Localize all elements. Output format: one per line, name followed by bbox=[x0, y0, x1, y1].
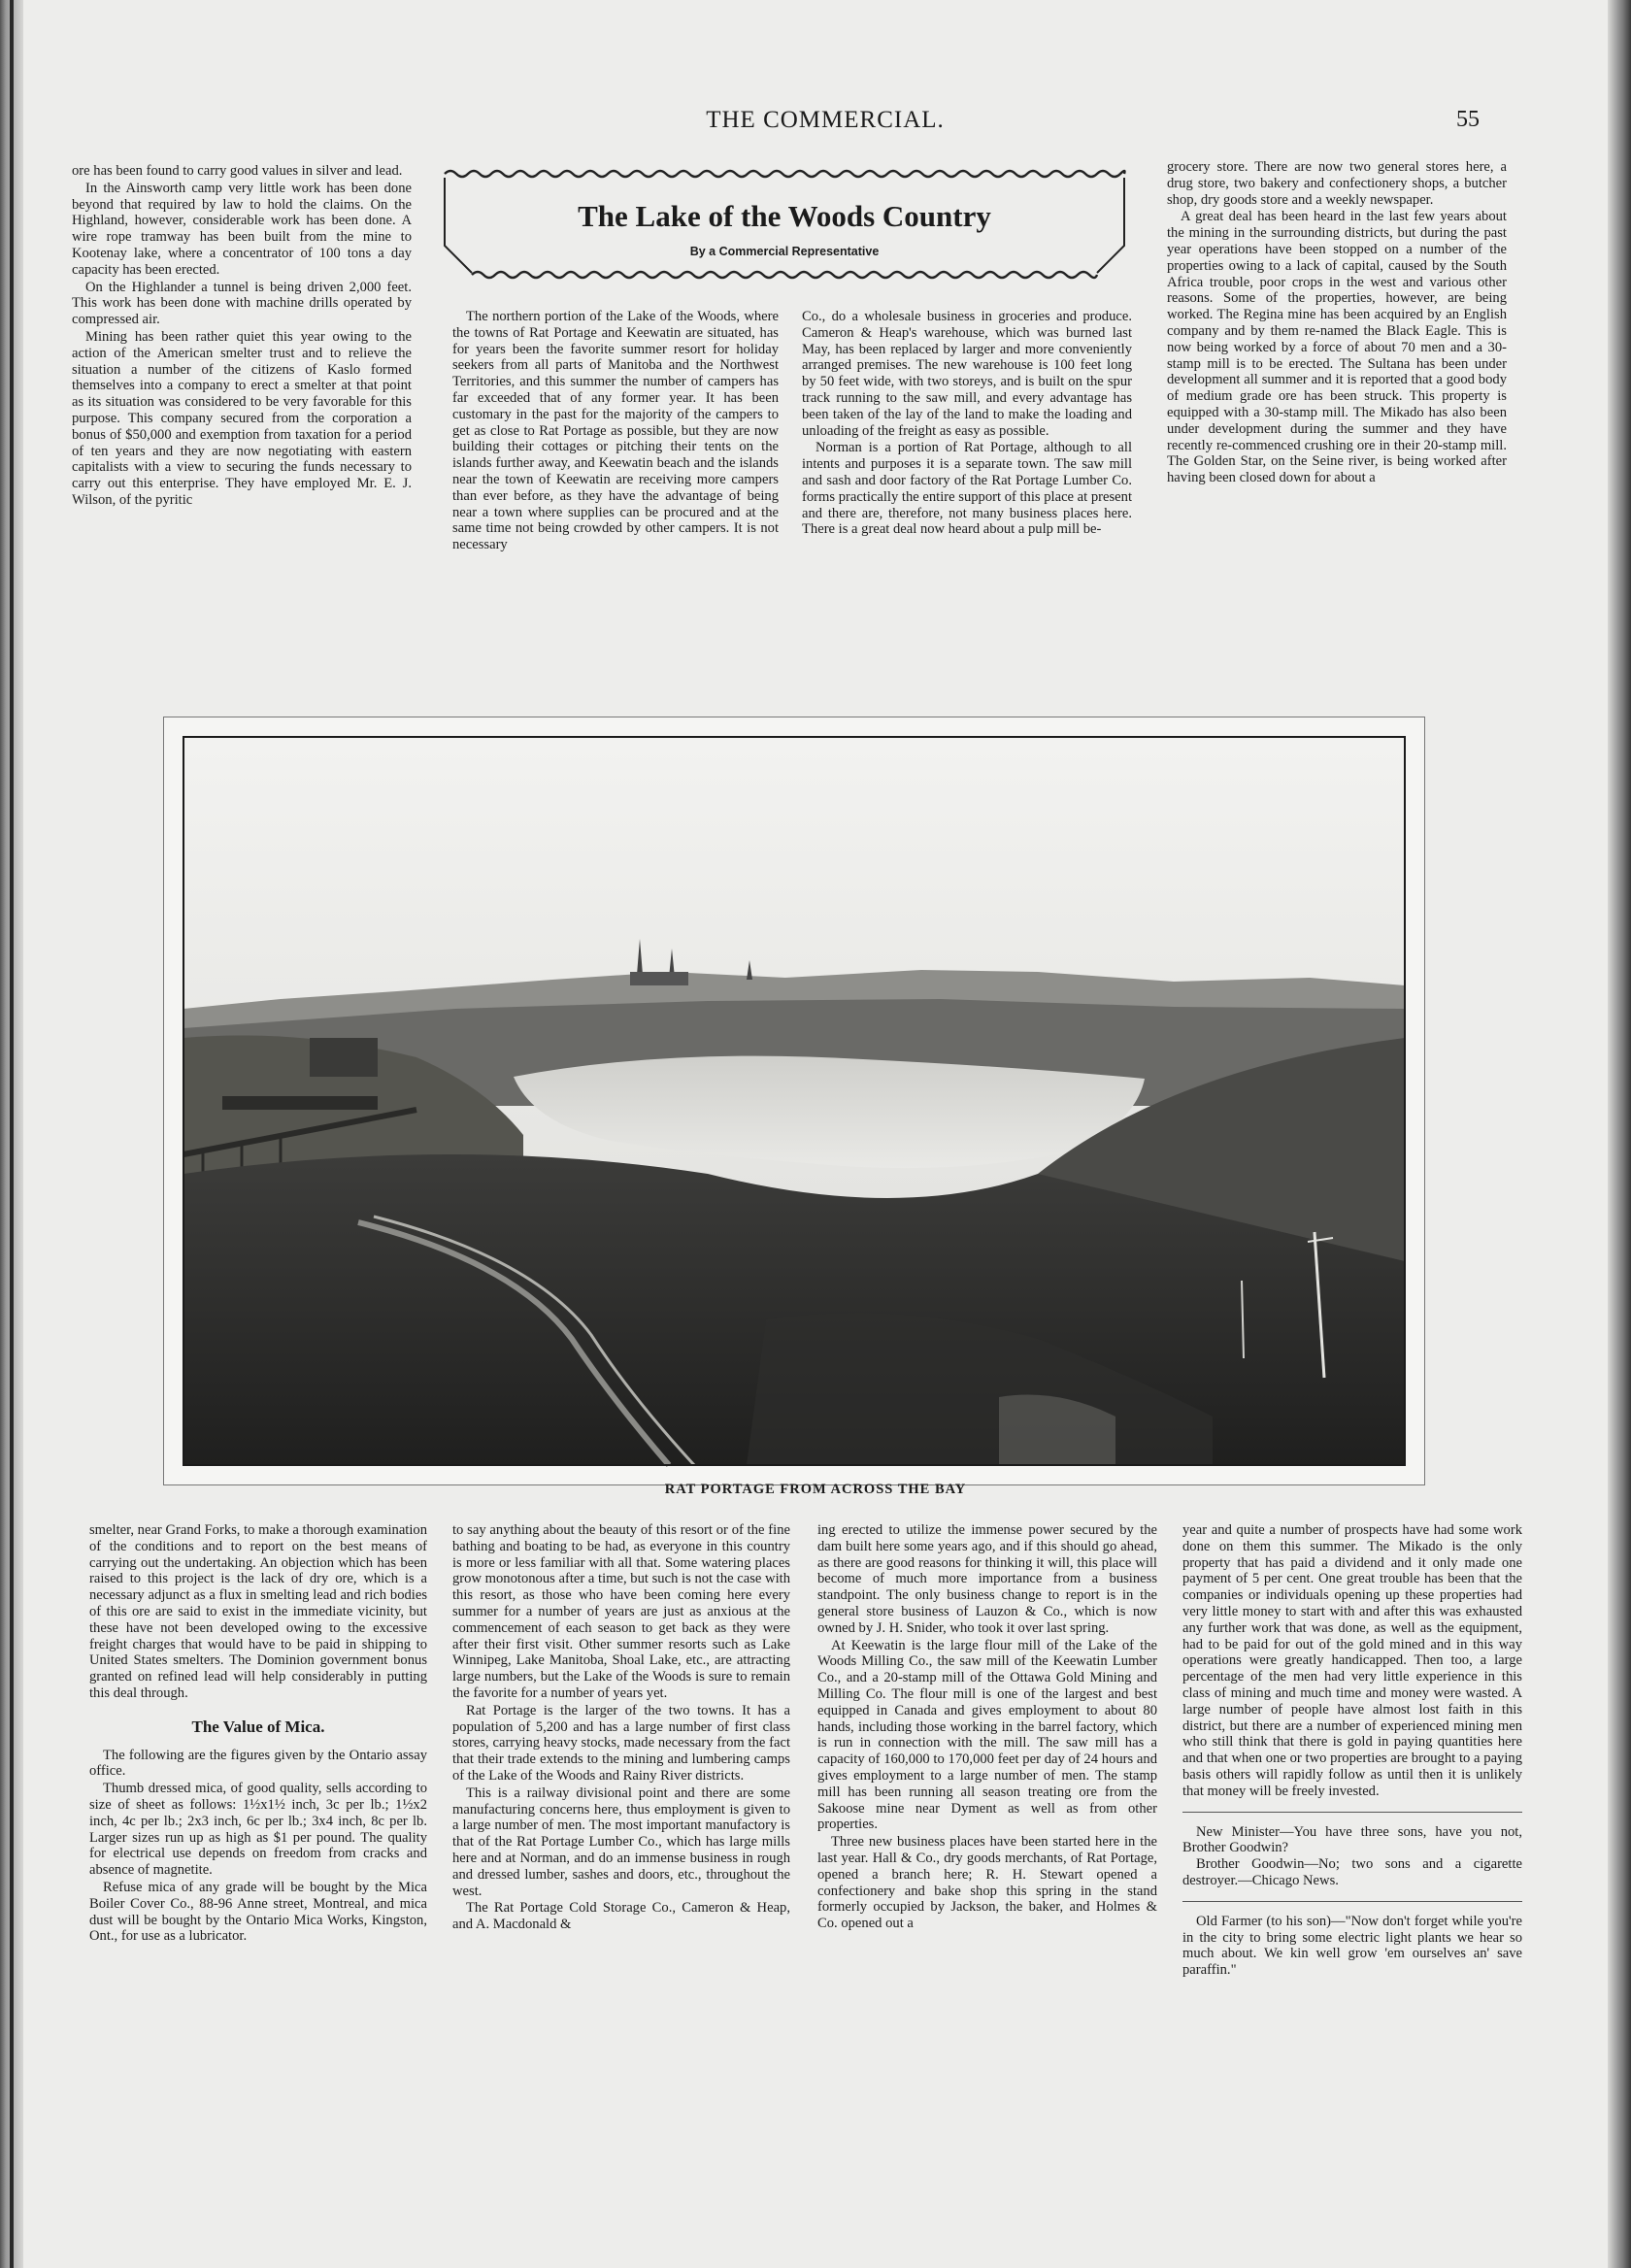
column-top-4 bbox=[1167, 159, 1507, 487]
photo-caption: RAT PORTAGE FROM ACROSS THE BAY bbox=[664, 1482, 967, 1497]
paragraph: smelter, near Grand Forks, to make a thorough examination of the conditions and to report on the best means of carrying out the undertaking. An objection which has been raised to this project is the lack of dry ore, which is a necessary adjunct as a flux in smelting lead and rich bodies of this ore are said to exist in the immediate vicinity, but these have not been developed owing to the excessive freight charges that would have to be paid in shipping to United States smelters. The Dominion government bonus granted on refined lead will help considerably in putting this deal through. bbox=[89, 1522, 427, 1701]
paragraph: Three new business places have been started here in the last year. Hall & Co., dry goods merchants, of Rat Portage, opened a branch here; R. H. Stewart opened a confectionery and bake shop this spring in the stand formerly occupied by Jackson, the baker, and Holmes & Co. opened out a bbox=[817, 1834, 1157, 1932]
column-top-1 bbox=[72, 163, 412, 510]
landscape-photo bbox=[164, 717, 1424, 1484]
paragraph: Refuse mica of any grade will be bought by the Mica Boiler Cover Co., 88-96 Anne street, Montreal, and mica dust will be bought by the Ontario Mica Works, Kingston, Ont., for use as a lubricator. bbox=[89, 1879, 427, 1945]
column-top-3 bbox=[802, 309, 1132, 539]
filler-anecdote-1 bbox=[1182, 1824, 1522, 1889]
paragraph: New Minister—You have three sons, have you not, Brother Goodwin? bbox=[1182, 1823, 1522, 1856]
paragraph: The Rat Portage Cold Storage Co., Cameron & Heap, and A. Macdonald & bbox=[452, 1900, 790, 1933]
divider bbox=[1182, 1901, 1522, 1902]
paragraph: In the Ainsworth camp very little work has been done beyond that required by law to hold the claims. On the Highland, however, considerable work has been done. A wire rope tramway has been built from the mine to Kootenay lake, where a concentrator of 100 tons a day capacity has been erected. bbox=[72, 180, 412, 278]
paragraph: to say anything about the beauty of this resort or of the fine bathing and boating to be had, as everyone in this country is more or less familiar with all that. Some watering places grow monotonous after a time, but such is not the case with this resort, as those who have been coming here every summer for a number of years are just as anxious at the commencement of each season to get back as they were after their first visit. Other summer resorts such as Lake Winnipeg, Lake Manitoba, Shoal Lake, etc., are attracting large numbers, but the Lake of the Woods is sure to remain the favorite for a number of years yet. bbox=[452, 1522, 790, 1701]
binding-edge-right bbox=[1608, 0, 1631, 2268]
paragraph: A great deal has been heard in the last few years about the mining in the surrounding districts, but during the past year operations have been stopped on a number of the properties owing to a lack of capital, caused by the South Africa trouble, poor crops in the west and various other reasons. Some of the properties, however, are being worked. The Regina mine has been acquired by an English company and by them re-named the Black Eagle. This is now being worked by a force of about 70 men and a 30-stamp mill is to be erected. The Sultana has been under development all summer and it is reported that a good body of medium grade ore has been struck. This property is equipped with a 30-stamp mill. The Mikado has also been under development during the summer and they have recently re-commenced crushing ore in their 20-stamp mill. The Golden Star, on the Seine river, is being worked after having been closed down for about a bbox=[1167, 209, 1507, 486]
column-top-2 bbox=[452, 309, 779, 554]
column-bottom-1 bbox=[89, 1522, 427, 1946]
photograph-rat-portage bbox=[163, 717, 1425, 1485]
section-heading-mica: The Value of Mica. bbox=[191, 1717, 325, 1736]
column-bottom-2 bbox=[452, 1522, 790, 1934]
paragraph: Thumb dressed mica, of good quality, sells according to size of sheet as follows: 1½x1½ inch, 3c per lb.; 1½x2 inch, 4c per lb.; 2x3 inch, 6c per lb.; 3x4 inch, 8c per lb. Larger sizes run up as high as $1 per pound. The quality for electrical use depends on freedom from cracks and absence of magnetite. bbox=[89, 1781, 427, 1879]
paragraph: This is a railway divisional point and there are some manufacturing concerns here, thus employment is given to a large number of men. The most important manufactory is that of the Rat Portage Lumber Co., which has large mills here and at Norman, and do an immense business in rough and dressed lumber, sashes and doors, etc., throughout the west. bbox=[452, 1784, 790, 1899]
paragraph: The following are the figures given by the Ontario assay office. bbox=[89, 1747, 427, 1780]
paragraph: grocery store. There are now two general stores here, a drug store, two bakery and confectionery shops, a butcher shop, dry goods store and a weekly newspaper. bbox=[1167, 159, 1507, 208]
feature-title: The Lake of the Woods Country bbox=[578, 199, 991, 233]
page-number: 55 bbox=[1456, 107, 1480, 132]
running-head: THE COMMERCIAL. bbox=[706, 107, 945, 133]
paragraph: Rat Portage is the larger of the two towns. It has a population of 5,200 and has a large number of first class stores, carrying heavy stocks, made necessary from the fact that their trade extends to the mining and lumbering camps of the Lake of the Woods and Rainy River districts. bbox=[452, 1702, 790, 1784]
feature-title-box bbox=[435, 160, 1134, 288]
paragraph: On the Highlander a tunnel is being driven 2,000 feet. This work has been done with machine drills operated by compressed air. bbox=[72, 279, 412, 328]
feature-byline: By a Commercial Representative bbox=[689, 245, 880, 258]
paragraph: At Keewatin is the large flour mill of the Lake of the Woods Milling Co., the saw mill of the Keewatin Lumber Co., and a 20-stamp mill of the Ottawa Gold Mining and Milling Co. The flour mill is one of the largest and best equipped in Canada and gives employment to about 80 hands, including those working in the barrel factory, which is run in connection with the mill. The saw mill has a capacity of 160,000 to 170,000 feet per day of 24 hours and gives employment to a large number of men. The stamp mill has been running all season treating ore from the Sakoose mine near Dyment as well as from other properties. bbox=[817, 1637, 1157, 1833]
paragraph: Brother Goodwin—No; two sons and a cigarette destroyer.—Chicago News. bbox=[1182, 1856, 1522, 1888]
paragraph: Mining has been rather quiet this year owing to the action of the American smelter trust and to relieve the situation a number of the citizens of Kaslo formed themselves into a company to erect a smelter at that point as its situation was considered to be very favorable for this purpose. This company secured from the corporation a bonus of $50,000 and exemption from taxation for a period of ten years and they are now negotiating with eastern capitalists with a view to securing the funds necessary to carry out this enterprise. They have employed Mr. E. J. Wilson, of the pyritic bbox=[72, 328, 412, 508]
paragraph: year and quite a number of prospects have had some work done on them this summer. The Mikado is the only property that has paid a dividend and it only made one payment of 5 per cent. One great trouble has been that the companies or individuals opening up these properties had very little money to start with and after this was exhausted any further work that was done, as well as the equipment, had to be paid for out of the gold mined and in this way operations were greatly handicapped. Then too, a large percentage of the men had very little experience in this class of mining and much time and money were wasted. A large number of people have almost lost faith in this district, but there are a number of experienced mining men who still think that there is gold in paying quantities here and that when one or two properties are brought to a paying basis others will rapidly follow as until then it is unlikely that money will be freely invested. bbox=[1182, 1522, 1522, 1799]
column-bottom-4 bbox=[1182, 1522, 1522, 1980]
binding-edge-left bbox=[0, 0, 23, 2268]
filler-anecdote-2: Old Farmer (to his son)—"Now don't forget while you're in the city to bring some electric light plants we hear so much about. We kin well grow 'em ourselves an' save paraffin." bbox=[1182, 1913, 1522, 1979]
column-bottom-3 bbox=[817, 1522, 1157, 1933]
paragraph: Co., do a wholesale business in groceries and produce. Cameron & Heap's warehouse, which was burned last May, has been replaced by larger and more conveniently arranged premises. The new warehouse is 100 feet long by 50 feet wide, with two storeys, and is built on the spur track running to the saw mill, and every advantage has been taken of the lay of the land to make the loading and unloading of the freight as easy as possible. bbox=[802, 309, 1132, 439]
paragraph: ing erected to utilize the immense power secured by the dam built here some years ago, and if this should go ahead, as there are good reasons for thinking it will, this place will become of much more importance from a business standpoint. The only business change to report is in the general store business of Lauzon & Co., which is now owned by J. H. Snider, who took it over last spring. bbox=[817, 1522, 1157, 1636]
paragraph: The northern portion of the Lake of the Woods, where the towns of Rat Portage and Keewatin are situated, has for years been the favorite summer resort for holiday seekers from all parts of Manitoba and the Northwest Territories, and this summer the number of campers has far exceeded that of any former year. It has been customary in the past for the majority of the campers to get as close to Rat Portage as possible, but they are now building their cottages or pitching their tents on the islands further away, and Keewatin beach and the islands near the town of Keewatin are receiving more campers than ever before, as they have the advantage of being near a town where supplies can be procured and at the same time not being crowded by other campers. It is not necessary bbox=[452, 309, 779, 553]
paragraph: Norman is a portion of Rat Portage, although to all intents and purposes it is a separate town. The saw mill and sash and door factory of the Rat Portage Lumber Co. forms practically the entire support of this place at present and there are, therefore, not many business places here. There is a great deal now heard about a pulp mill be- bbox=[802, 440, 1132, 538]
divider bbox=[1182, 1812, 1522, 1813]
paragraph: ore has been found to carry good values in silver and lead. bbox=[72, 163, 403, 179]
